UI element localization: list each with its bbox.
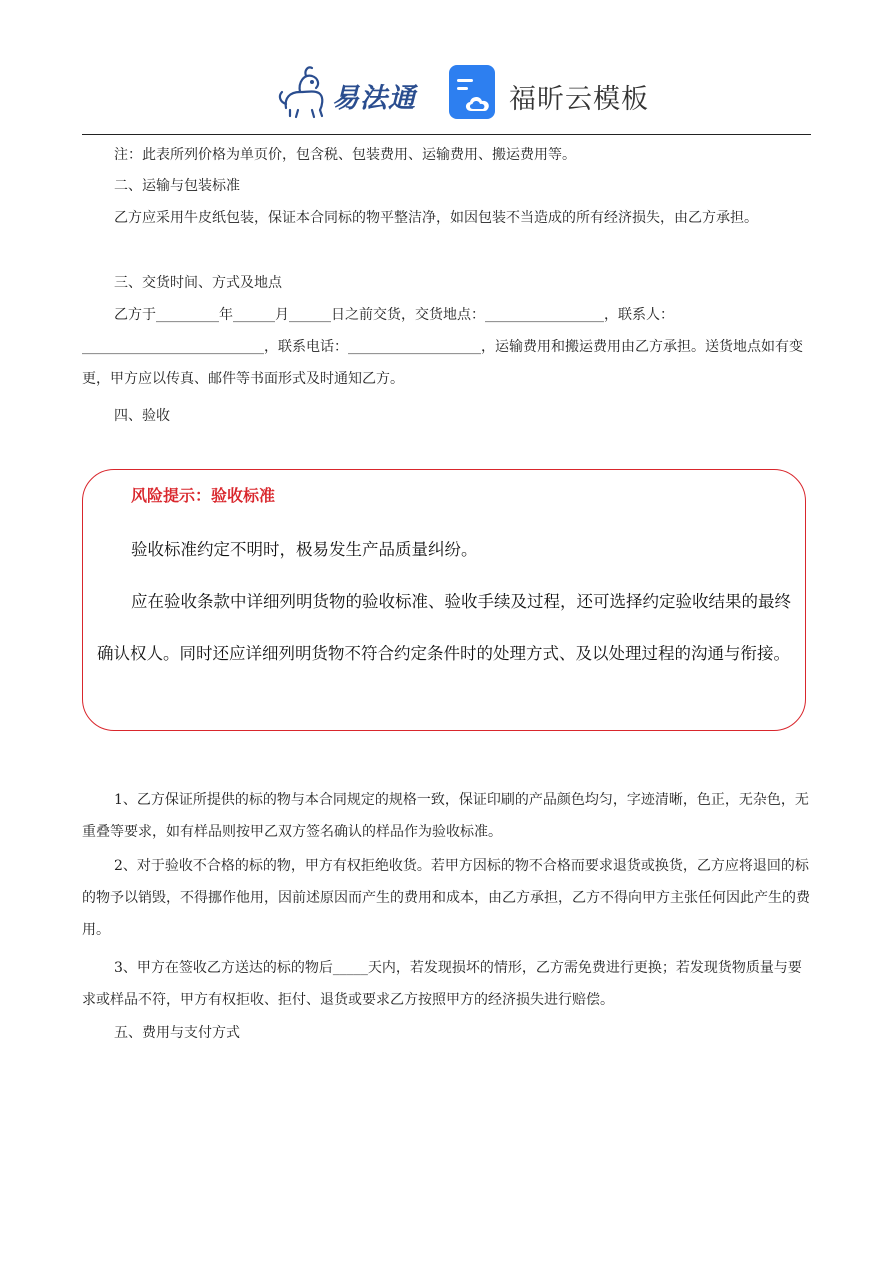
cloud-document-icon <box>449 65 497 119</box>
section-4-title: 四、验收 <box>114 408 170 424</box>
acceptance-item-1: 1、乙方保证所提供的标的物与本合同规定的规格一致，保证印刷的产品颜色均匀，字迹清晰，色正，无杂色，无重叠等要求，如有样品则按甲乙双方签名确认的样品作为验收标准。 <box>82 792 809 840</box>
foxit-logo-text: 福昕云模板 <box>509 84 649 115</box>
section-3-title: 三、交货时间、方式及地点 <box>114 275 282 291</box>
acceptance-item-3: 3、甲方在签收乙方送达的标的物后_____天内，若发现损坏的情形，乙方需免费进行更换；若发现货物质量与要求或样品不符，甲方有权拒收、拒付、退货或要求乙方按照甲方的经济损失进行赔偿。 <box>82 960 802 1008</box>
section-2-title: 二、运输与包装标准 <box>114 178 240 194</box>
section-2-text: 乙方应采用牛皮纸包装，保证本合同标的物平整洁净，如因包装不当造成的所有经济损失，由乙方承担。 <box>114 210 758 226</box>
risk-tip-line-2: 应在验收条款中详细列明货物的验收标准、验收手续及过程，还可选择约定验收结果的最终确认权人。同时还应详细列明货物不符合约定条件时的处理方式、及以处理过程的沟通与衔接。 <box>97 592 791 663</box>
yifatong-logo-text: 易法通 <box>332 83 416 114</box>
yifatong-logo <box>276 64 426 120</box>
page-header <box>0 58 893 128</box>
foxit-cloud-template-logo <box>449 65 649 121</box>
section-3-text: 乙方于_________年______月______日之前交货，交货地点：_________________，联系人：__________________________，联系电话：___________________，运输费用和搬运费用由乙方承担。送货地点如有变更，甲方应以传真、邮件等书面形式及时通知乙方。 <box>82 307 803 387</box>
qilin-logo-icon <box>276 64 334 120</box>
section-5-title: 五、费用与支付方式 <box>114 1025 240 1041</box>
risk-tip-title: 风险提示：验收标准 <box>131 486 276 505</box>
risk-tip-line-1: 验收标准约定不明时，极易发生产品质量纠纷。 <box>131 540 478 559</box>
price-note: 注：此表所列价格为单页价，包含税、包装费用、运输费用、搬运费用等。 <box>114 147 576 163</box>
acceptance-item-2: 2、对于验收不合格的标的物，甲方有权拒绝收货。若甲方因标的物不合格而要求退货或换货，乙方应将退回的标的物予以销毁，不得挪作他用，因前述原因而产生的费用和成本，由乙方承担，乙方不得向甲方主张任何因此产生的费用。 <box>82 858 810 938</box>
header-divider <box>82 134 811 135</box>
